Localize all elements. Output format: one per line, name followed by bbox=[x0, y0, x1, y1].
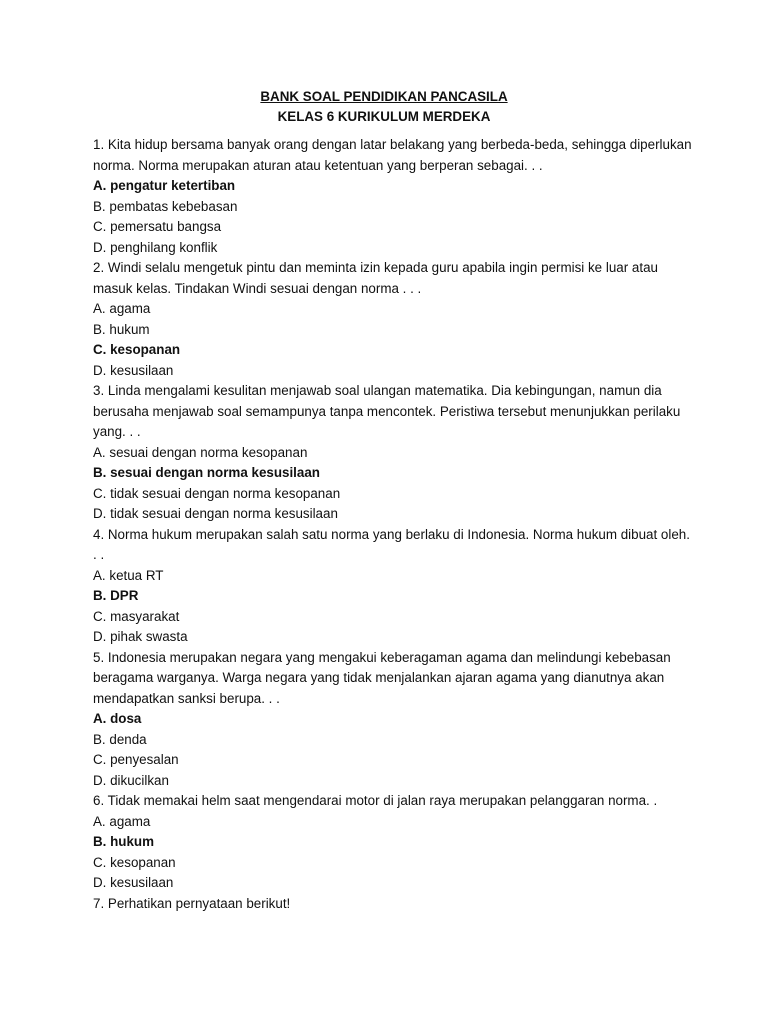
answer-option: B. denda bbox=[93, 731, 147, 747]
answer-option: B. pembatas kebebasan bbox=[93, 198, 238, 214]
answer-option: D. kesusilaan bbox=[93, 875, 174, 890]
question-block bbox=[93, 648, 693, 792]
question-text: 4. Norma hukum merupakan salah satu norma yang berlaku di Indonesia. Norma hukum dibuat oleh. . . bbox=[93, 526, 690, 562]
answer-option: B. hukum bbox=[93, 321, 150, 337]
answer-option: C. kesopanan bbox=[93, 854, 176, 870]
question-text: 1. Kita hidup bersama banyak orang dengan latar belakang yang berbeda-beda, sehingga diperlukan norma. Norma merupakan aturan atau ketentuan yang berperan sebagai. . . bbox=[93, 137, 692, 173]
question-block bbox=[93, 791, 693, 894]
answer-option: D. dikucilkan bbox=[93, 772, 169, 788]
answer-option: D. kesusilaan bbox=[93, 362, 174, 378]
question-list bbox=[93, 135, 693, 914]
question-block bbox=[93, 381, 693, 525]
document-subtitle: KELAS 6 KURIKULUM MERDEKA bbox=[277, 109, 491, 124]
question-text: 2. Windi selalu mengetuk pintu dan meminta izin kepada guru apabila ingin permisi ke luar atau masuk kelas. Tindakan Windi sesuai dengan norma . . . bbox=[93, 260, 658, 296]
answer-option: C. masyarakat bbox=[93, 608, 180, 624]
answer-option: A. pengatur ketertiban bbox=[93, 178, 236, 193]
answer-option: C. kesopanan bbox=[93, 342, 181, 357]
answer-option: D. penghilang konflik bbox=[93, 239, 218, 255]
answer-option: A. agama bbox=[93, 813, 151, 829]
answer-option: A. dosa bbox=[93, 711, 142, 726]
question-block bbox=[93, 894, 693, 915]
question-text: 6. Tidak memakai helm saat mengendarai motor di jalan raya merupakan pelanggaran norma. . bbox=[93, 793, 658, 808]
answer-option: B. DPR bbox=[93, 588, 139, 603]
question-text: 7. Perhatikan pernyataan berikut! bbox=[93, 895, 291, 911]
question-text: 5. Indonesia merupakan negara yang mengakui keberagaman agama dan melindungi kebebasan beragama warganya. Warga negara yang tidak menjalankan ajaran agama yang dianutnya akan mendapatkan sanksi berupa. . . bbox=[93, 649, 671, 706]
answer-option: A. sesuai dengan norma kesopanan bbox=[93, 444, 308, 460]
answer-option: D. pihak swasta bbox=[93, 629, 188, 644]
answer-option: B. sesuai dengan norma kesusilaan bbox=[93, 465, 320, 480]
answer-option: D. tidak sesuai dengan norma kesusilaan bbox=[93, 506, 338, 521]
answer-option: B. hukum bbox=[93, 834, 155, 849]
answer-option: C. tidak sesuai dengan norma kesopanan bbox=[93, 485, 341, 501]
question-block bbox=[93, 525, 693, 648]
answer-option: A. agama bbox=[93, 301, 151, 316]
answer-option: A. ketua RT bbox=[93, 567, 164, 583]
question-block bbox=[93, 258, 693, 381]
answer-option: C. penyesalan bbox=[93, 752, 179, 767]
answer-option: C. pemersatu bangsa bbox=[93, 219, 222, 234]
question-text: 3. Linda mengalami kesulitan menjawab soal ulangan matematika. Dia kebingungan, namun dia berusaha menjawab soal semampunya tanpa mencontek. Peristiwa tersebut menunjukkan perilaku yang. . . bbox=[93, 383, 681, 439]
question-block bbox=[93, 135, 693, 258]
document-title: BANK SOAL PENDIDIKAN PANCASILA bbox=[260, 89, 508, 104]
